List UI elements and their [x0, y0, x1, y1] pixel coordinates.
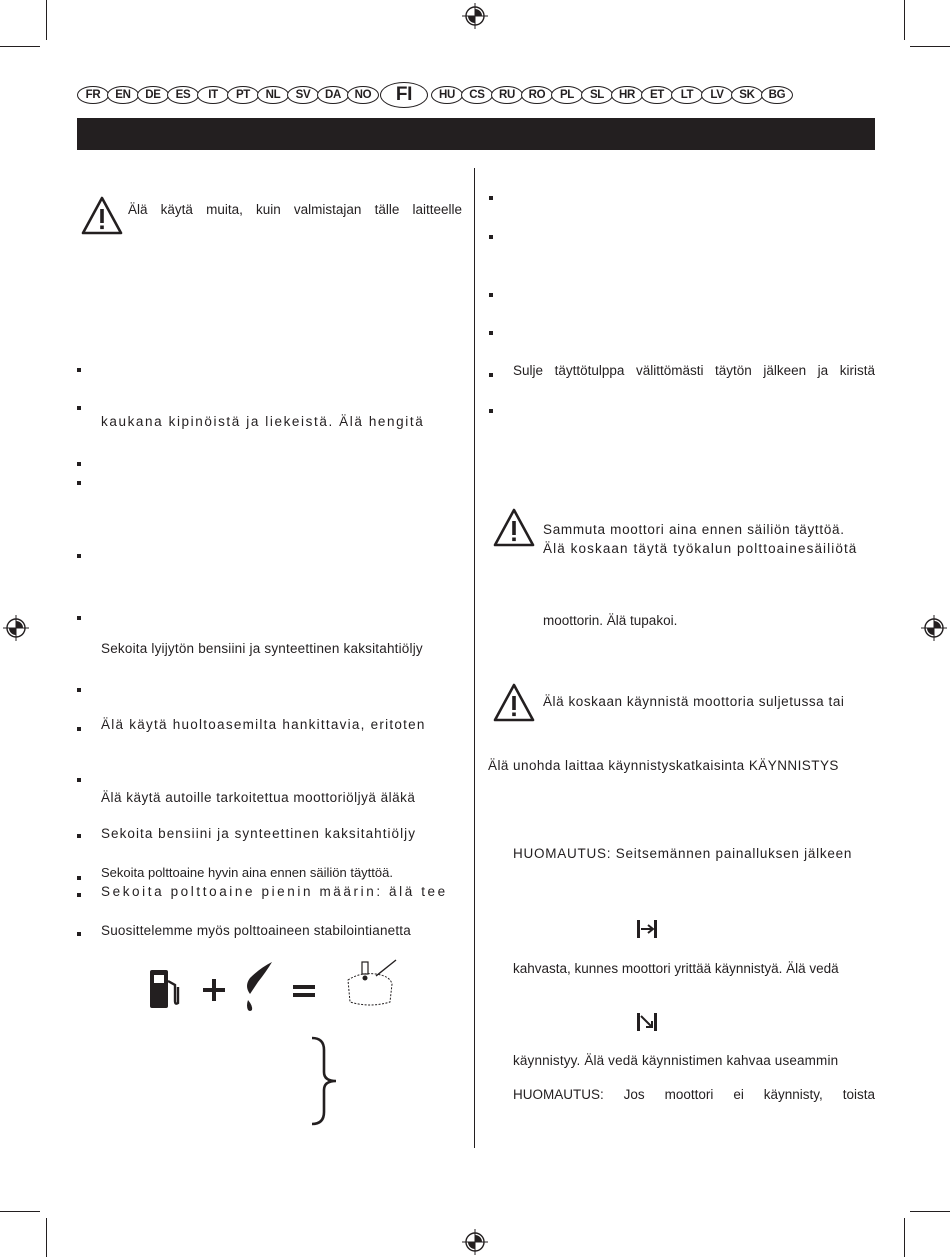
language-tab-nl[interactable]: NL: [257, 86, 289, 104]
warning-text: Älä koskaan käynnistä moottoria suljetussa tai: [543, 694, 845, 709]
bullet-text: Älä käytä autoille tarkoitettua moottoriöljyä äläkä: [101, 790, 416, 805]
warning-text: Sammuta moottori aina ennen säiliön täyttöä.: [543, 522, 845, 537]
bullet-marker: [489, 373, 493, 377]
equals-icon: [292, 984, 316, 998]
registration-mark-icon: [3, 615, 29, 641]
warning-triangle-icon: [493, 683, 535, 723]
bullet-marker: [77, 368, 81, 372]
language-tab-lv[interactable]: LV: [701, 86, 733, 104]
language-tab-it[interactable]: IT: [197, 86, 229, 104]
crop-mark-bottom-right-v: [904, 1218, 905, 1257]
language-tab-de[interactable]: DE: [137, 86, 169, 104]
bullet-text: Sulje täyttötulppa välittömästi täytön jälkeen ja kiristä: [513, 363, 875, 378]
language-tab-pt[interactable]: PT: [227, 86, 259, 104]
bullet-text: Sekoita polttoaine hyvin aina ennen säiliön täyttöä.: [101, 865, 393, 880]
warning-text: Älä käytä muita, kuin valmistajan tälle laitteelle: [128, 202, 462, 217]
section-header-band: [77, 118, 875, 150]
crop-mark-bottom-right-h: [910, 1211, 950, 1212]
bullet-text: Suosittelemme myös polttoaineen stabilointianetta: [101, 923, 411, 938]
bullet-marker: [489, 235, 493, 239]
bullet-marker: [77, 554, 81, 558]
language-tab-et[interactable]: ET: [641, 86, 673, 104]
registration-mark-icon: [462, 3, 488, 29]
language-tab-hr[interactable]: HR: [611, 86, 643, 104]
registration-mark-icon: [462, 1229, 488, 1255]
bullet-marker: [77, 778, 81, 782]
language-tab-fi-active[interactable]: FI: [380, 82, 428, 108]
bullet-marker: [77, 834, 81, 838]
bullet-marker: [77, 616, 81, 620]
bullet-marker: [489, 196, 493, 200]
bullet-text: Sekoita polttoaine pienin määrin: älä tee: [101, 884, 448, 899]
fuel-pump-icon: [148, 967, 182, 1011]
warning-text: Älä koskaan täytä työkalun polttoainesäiliötä: [543, 541, 858, 556]
language-tab-ro[interactable]: RO: [521, 86, 553, 104]
bullet-marker: [77, 932, 81, 936]
bullet-marker: [489, 331, 493, 335]
language-tab-sk[interactable]: SK: [731, 86, 763, 104]
language-tab-fr[interactable]: FR: [77, 86, 109, 104]
instruction-text: käynnistyy. Älä vedä käynnistimen kahvaa useammin: [513, 1053, 839, 1068]
choke-full-icon: [636, 919, 658, 939]
bullet-marker: [77, 876, 81, 880]
fuel-can-icon: [340, 958, 400, 1010]
column-divider: [474, 168, 475, 1148]
language-tab-sv[interactable]: SV: [287, 86, 319, 104]
bullet-marker: [77, 893, 81, 897]
bullet-marker: [77, 688, 81, 692]
note-text: HUOMAUTUS: Jos moottori ei käynnisty, toista: [513, 1087, 875, 1102]
oil-drop-icon: [240, 960, 276, 1014]
crop-mark-top-left-v: [46, 0, 47, 40]
note-text: HUOMAUTUS: Seitsemännen painalluksen jälkeen: [513, 846, 853, 861]
bullet-marker: [77, 462, 81, 466]
language-tab-cs[interactable]: CS: [461, 86, 493, 104]
language-tab-hu[interactable]: HU: [431, 86, 463, 104]
bullet-marker: [77, 406, 81, 410]
bullet-marker: [77, 727, 81, 731]
plus-icon: [202, 978, 226, 1002]
bullet-text: Sekoita bensiini ja synteettinen kaksitahtiöljy: [101, 826, 416, 841]
bullet-marker: [489, 293, 493, 297]
language-tab-sl[interactable]: SL: [581, 86, 613, 104]
language-tab-ru[interactable]: RU: [491, 86, 523, 104]
language-tab-da[interactable]: DA: [317, 86, 349, 104]
language-tab-no[interactable]: NO: [347, 86, 379, 104]
bullet-text: Älä käytä huoltoasemilta hankittavia, eritoten: [101, 717, 426, 732]
language-tab-lt[interactable]: LT: [671, 86, 703, 104]
start-switch-instruction: Älä unohda laittaa käynnistyskatkaisinta KÄYNNISTYS: [488, 758, 839, 773]
crop-mark-bottom-left-v: [46, 1218, 47, 1257]
choke-half-icon: [636, 1012, 658, 1032]
bullet-text: kaukana kipinöistä ja liekeistä. Älä hengitä: [101, 414, 425, 429]
bullet-marker: [77, 481, 81, 485]
registration-mark-icon: [921, 615, 947, 641]
language-tab-bg[interactable]: BG: [761, 86, 793, 104]
instruction-text: kahvasta, kunnes moottori yrittää käynnistyä. Älä vedä: [513, 961, 839, 976]
curly-brace-icon: [306, 1036, 340, 1126]
warning-triangle-icon: [493, 508, 535, 548]
crop-mark-top-right-v: [904, 0, 905, 40]
warning-text: moottorin. Älä tupakoi.: [543, 613, 678, 628]
language-selector: [77, 84, 875, 106]
mix-instruction: Sekoita lyijytön bensiini ja synteettinen kaksitahtiöljy: [101, 641, 423, 656]
crop-mark-top-right-h: [910, 46, 950, 47]
language-tab-es[interactable]: ES: [167, 86, 199, 104]
crop-mark-top-left-h: [0, 46, 40, 47]
language-tab-pl[interactable]: PL: [551, 86, 583, 104]
crop-mark-bottom-left-h: [0, 1211, 40, 1212]
language-tab-en[interactable]: EN: [107, 86, 139, 104]
warning-triangle-icon: [81, 196, 123, 236]
bullet-marker: [489, 409, 493, 413]
